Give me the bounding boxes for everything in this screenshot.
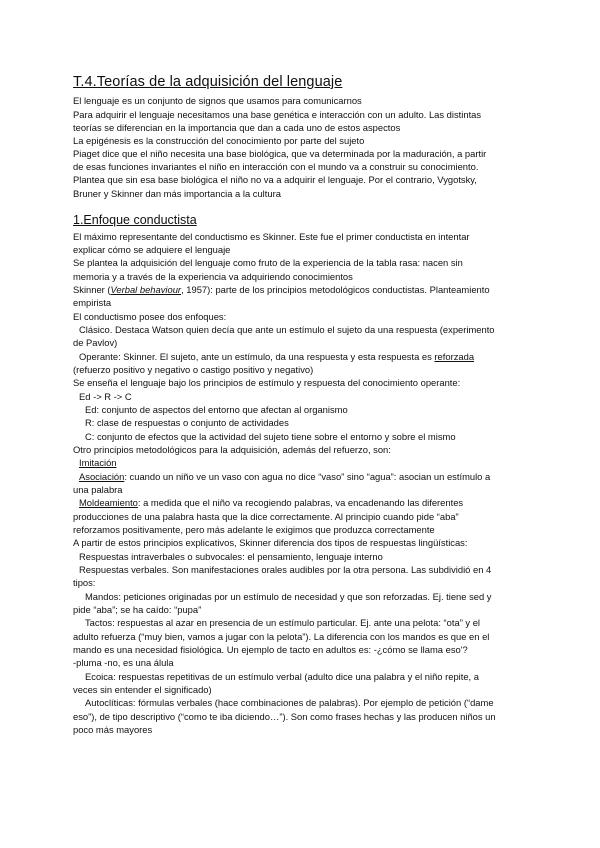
body-line: producciones de una palabra hasta que la dice correctamente. Al principio cuando pide “aba” xyxy=(73,511,459,522)
body-line: A partir de estos principios explicativos, Skinner diferencia dos tipos de respuestas lingüísticas: xyxy=(73,537,468,548)
list-item: Respuestas verbales. Son manifestaciones orales audibles por la otra persona. Las subdividió en 4 xyxy=(79,564,492,575)
body-line: una palabra xyxy=(73,484,123,495)
body-text: Skinner ( xyxy=(73,284,111,295)
document-title: T.4.Teorías de la adquisición del lenguaje xyxy=(73,74,343,90)
body-line xyxy=(73,285,490,294)
list-item xyxy=(79,498,463,507)
body-line: eso”), de tipo descriptivo (“como te iba diciendo…”). Son como frases hechas y las producen niños un xyxy=(73,711,496,722)
intro-line: de esas funciones invariantes el niño en interacción con el mundo va a construir su conocimiento. xyxy=(73,161,479,172)
body-line: pide “aba”; se ha caído: “pupa” xyxy=(73,604,202,615)
body-line: reforzamos positivamente, pero más adelante le exigimos que produzca correctamente xyxy=(73,524,435,535)
body-line: veces sin entender el significado) xyxy=(73,684,212,695)
body-line: El conductismo posee dos enfoques: xyxy=(73,311,227,322)
underlined-term: Imitación xyxy=(79,457,117,468)
list-item xyxy=(79,472,490,481)
body-line: -pluma -no, es una álula xyxy=(73,657,174,668)
list-item: Clásico. Destaca Watson quien decía que ante un estímulo el sujeto da una respuesta (experimento xyxy=(79,324,495,335)
body-line: (refuerzo positivo y negativo o castigo positivo y negativo) xyxy=(73,364,314,375)
body-text: : a medida que el niño va recogiendo palabras, va encadenando las diferentes xyxy=(137,497,464,508)
intro-line: Piaget dice que el niño necesita una base biológica, que va determinada por la maduración, a partir xyxy=(73,148,487,159)
body-line: Se enseña el lenguaje bajo los principios de estímulo y respuesta del conocimiento operante: xyxy=(73,377,461,388)
list-item: Mandos: peticiones originadas por un estímulo de necesidad y que son reforzadas. Ej. tiene sed y xyxy=(85,591,492,602)
intro-line: Bruner y Skinner dan más importancia a la cultura xyxy=(73,188,281,199)
body-line: Otro principios metodológicos para la adquisición, además del refuerzo, son: xyxy=(73,444,391,455)
underlined-term: Moldeamiento xyxy=(79,497,138,508)
intro-line: El lenguaje es un conjunto de signos que usamos para comunicarnos xyxy=(73,95,362,106)
intro-line: La epigénesis es la construcción del conocimiento por parte del sujeto xyxy=(73,135,365,146)
body-line: memoria y a través de la experiencia va adquiriendo conocimientos xyxy=(73,271,353,282)
underlined-term: reforzada xyxy=(434,351,475,362)
body-line: de Pavlov) xyxy=(73,337,118,348)
formula-line: Ed -> R -> C xyxy=(79,391,132,402)
list-item: Respuestas intraverbales o subvocales: el pensamiento, lenguaje interno xyxy=(79,551,383,562)
list-item: C: conjunto de efectos que la actividad del sujeto tiene sobre el entorno y sobre el mismo xyxy=(85,431,456,442)
body-line: Se plantea la adquisición del lenguaje como fruto de la experiencia de la tabla rasa: nacen sin xyxy=(73,257,463,268)
underlined-term: Asociación xyxy=(79,471,125,482)
body-text: , 1957): parte de los principios metodológicos conductistas. Planteamiento xyxy=(181,284,490,295)
body-text: Operante: Skinner. El sujeto, ante un estímulo, da una respuesta y esta respuesta es xyxy=(79,351,435,362)
intro-line: Para adquirir el lenguaje necesitamos una base genética e interacción con un adulto. Las distintas xyxy=(73,109,482,120)
body-line: mando es una necesidad fisiológica. Un ejemplo de tacto en adultos es: -¿cómo se llama eso'? xyxy=(73,644,468,655)
list-item: Ecoica: respuestas repetitivas de un estímulo verbal (adulto dice una palabra y el niño repite, a xyxy=(85,671,479,682)
body-line: El máximo representante del conductismo es Skinner. Este fue el primer conductista en intentar xyxy=(73,231,470,242)
book-title: Verbal behaviour xyxy=(110,284,182,295)
list-item: Autoclíticas: fórmulas verbales (hace combinaciones de palabras). Por ejemplo de petición (“dame xyxy=(85,697,494,708)
list-item xyxy=(79,352,474,361)
body-line: poco más mayores xyxy=(73,724,153,735)
list-item: R: clase de respuestas o conjunto de actividades xyxy=(85,417,289,428)
body-line: explicar cómo se adquiere el lenguaje xyxy=(73,244,231,255)
body-line: empirista xyxy=(73,297,112,308)
body-line: adulto refuerza (“muy bien, vamos a jugar con la pelota”). La diferencia con los mandos es que en el xyxy=(73,631,490,642)
body-text: : cuando un niño ve un vaso con agua no dice “vaso” sino “agua”: asocian un estímulo a xyxy=(124,471,491,482)
list-item: Ed: conjunto de aspectos del entorno que afectan al organismo xyxy=(85,404,348,415)
body-line: tipos: xyxy=(73,577,96,588)
intro-line: teorías se diferencian en la importancia que dan a cada uno de estos aspectos xyxy=(73,122,401,133)
section-heading: 1.Enfoque conductista xyxy=(73,213,197,227)
list-item: Tactos: respuestas al azar en presencia de un estímulo particular. Ej. ante una pelota: “ota” y el xyxy=(85,617,481,628)
intro-line: Plantea que sin esa base biológica el niño no va a adquirir el lenguaje. Por el contrario, Vygotsky, xyxy=(73,174,477,185)
